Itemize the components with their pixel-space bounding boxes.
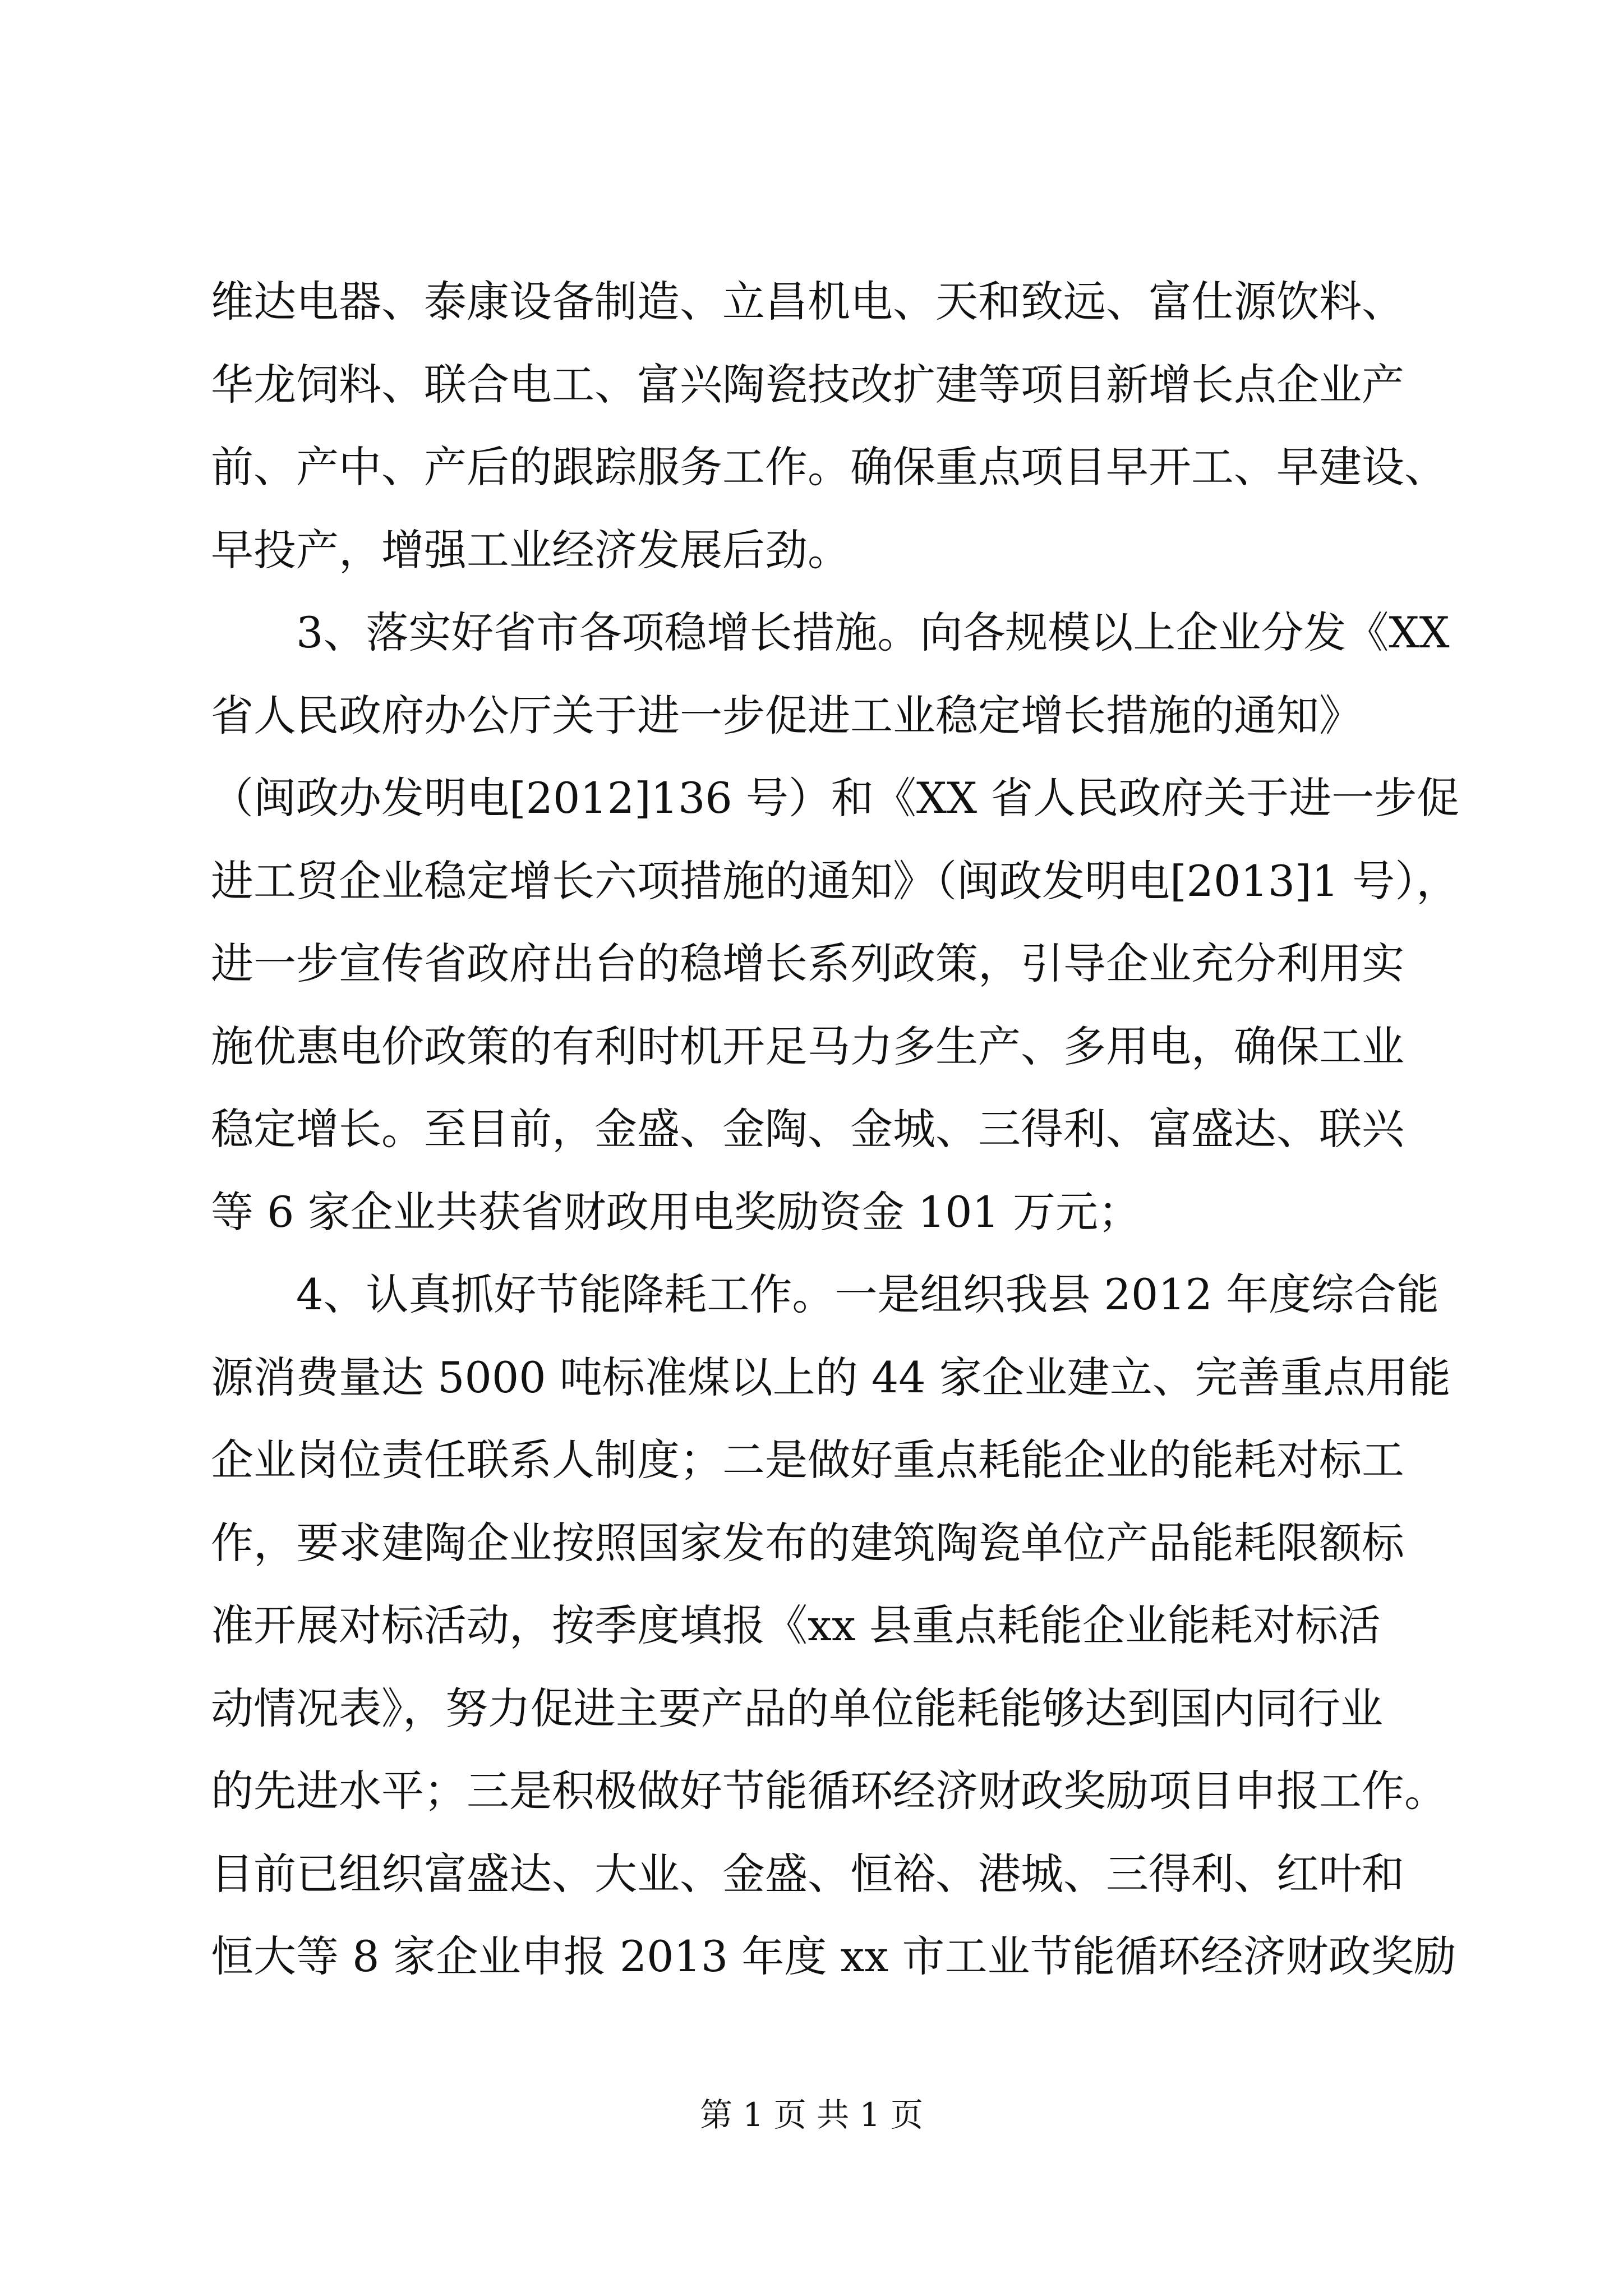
text-line: 华龙饲料、联合电工、富兴陶瓷技改扩建等项目新增长点企业产 [211,359,1404,409]
text-line: 动情况表》，努力促进主要产品的单位能耗能够达到国内同行业 [211,1683,1383,1733]
text-line: 早投产，增强工业经济发展后劲。 [211,524,850,575]
text-line: 目前已组织富盛达、大业、金盛、恒裕、港城、三得利、红叶和 [211,1848,1404,1899]
text-line: 恒大等 8 家企业申报 2013 年度 xx 市工业节能循环经济财政奖励 [211,1931,1456,1981]
text-line: 准开展对标活动，按季度填报《xx 县重点耗能企业能耗对标活 [211,1600,1381,1650]
text-line: 维达电器、泰康设备制造、立昌机电、天和致远、富仕源饮料、 [211,277,1404,326]
text-line: （闽政办发明电[2012]136 号）和《XX 省人民政府关于进一步促 [211,773,1460,823]
text-line: 等 6 家企业共获省财政用电奖励资金 101 万元； [211,1186,1141,1237]
document-body [211,260,1460,1998]
text-line: 源消费量达 5000 吨标准煤以上的 44 家企业建立、完善重点用能 [211,1352,1451,1402]
text-line: 施优惠电价政策的有利时机开足马力多生产、多用电，确保工业 [211,1021,1404,1071]
text-line: 的先进水平；三是积极做好节能循环经济财政奖励项目申报工作。 [211,1766,1447,1816]
text-line: 前、产中、产后的跟踪服务工作。确保重点项目早开工、早建设、 [211,442,1447,492]
text-line: 进一步宣传省政府出台的稳增长系列政策，引导企业充分利用实 [211,938,1404,988]
text-line: 稳定增长。至目前，金盛、金陶、金城、三得利、富盛达、联兴 [211,1104,1404,1154]
paragraph-3-start: 3、落实好省市各项稳增长措施。向各规模以上企业分发《XX [296,608,1450,657]
paragraph-4-start: 4、认真抓好节能降耗工作。一是组织我县 2012 年度综合能 [296,1269,1440,1319]
text-line: 省人民政府办公厅关于进一步促进工业稳定增长措施的通知》 [211,690,1362,740]
text-line: 企业岗位责任联系人制度；二是做好重点耗能企业的能耗对标工 [211,1435,1404,1485]
page-number-label: 第 1 页 共 1 页 [700,2096,923,2134]
page-footer [0,2095,1623,2134]
text-line: 作，要求建陶企业按照国家发布的建筑陶瓷单位产品能耗限额标 [211,1517,1404,1568]
text-line: 进工贸企业稳定增长六项措施的通知》（闽政发明电[2013]1 号）， [211,855,1459,906]
